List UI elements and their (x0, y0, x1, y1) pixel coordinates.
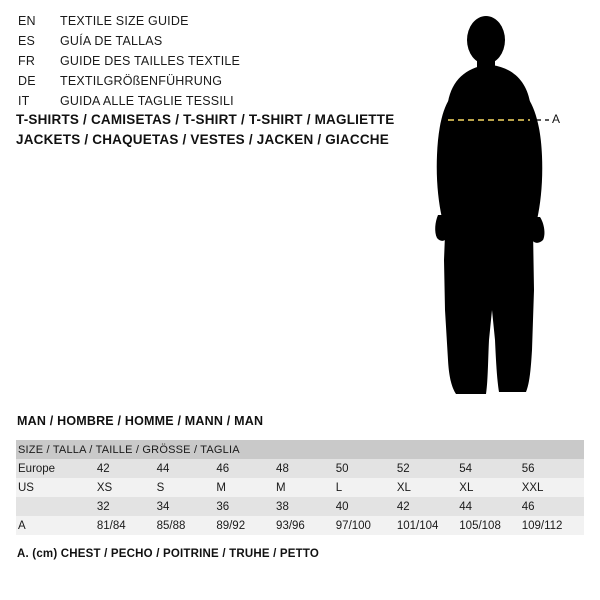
category-jackets: JACKETS / CHAQUETAS / VESTES / JACKEN / GIACCHE (16, 132, 389, 147)
man-section-header: MAN / HOMBRE / HOMME / MANN / MAN (17, 414, 264, 428)
legend-text: TEXTILGRÖßENFÜHRUNG (60, 74, 223, 88)
table-cell: 109/112 (522, 516, 584, 535)
table-cell: 46 (522, 497, 584, 516)
table-cell: 36 (216, 497, 276, 516)
legend-row (18, 14, 418, 34)
table-cell: 50 (336, 459, 397, 478)
male-silhouette-figure (400, 10, 600, 410)
legend-text: GUIDA ALLE TAGLIE TESSILI (60, 94, 234, 108)
table-cell: M (216, 478, 276, 497)
legend-row (18, 54, 418, 74)
table-cell: 101/104 (397, 516, 459, 535)
chest-footnote: A. (cm) CHEST / PECHO / POITRINE / TRUHE / PETTO (17, 548, 320, 560)
table-cell: 93/96 (276, 516, 336, 535)
table-cell: 42 (397, 497, 459, 516)
table-cell: 56 (522, 459, 584, 478)
row-label (16, 497, 97, 516)
size-table-header: SIZE / TALLA / TAILLE / GRÖSSE / TAGLIA (16, 440, 584, 459)
legend-text: TEXTILE SIZE GUIDE (60, 14, 189, 28)
table-cell: L (336, 478, 397, 497)
table-cell: 48 (276, 459, 336, 478)
table-cell: 32 (97, 497, 157, 516)
row-label: A (16, 516, 97, 535)
legend-row (18, 34, 418, 54)
category-tshirts: T-SHIRTS / CAMISETAS / T-SHIRT / T-SHIRT / MAGLIETTE (16, 112, 395, 127)
legend-code: ES (18, 34, 36, 48)
table-row (16, 497, 584, 516)
category-headings (16, 110, 436, 150)
table-cell: 40 (336, 497, 397, 516)
table-row-header (16, 440, 584, 459)
table-row (16, 516, 584, 535)
legend-row (18, 74, 418, 94)
table-cell: 44 (157, 459, 217, 478)
table-cell: XS (97, 478, 157, 497)
table-cell: 97/100 (336, 516, 397, 535)
table-cell: S (157, 478, 217, 497)
table-cell: 42 (97, 459, 157, 478)
row-label: US (16, 478, 97, 497)
legend-text: GUÍA DE TALLAS (60, 34, 163, 48)
legend-code: EN (18, 14, 36, 28)
measure-label-a: A (552, 112, 561, 126)
table-cell: 81/84 (97, 516, 157, 535)
language-legend (18, 14, 418, 114)
legend-code: FR (18, 54, 36, 68)
legend-code: DE (18, 74, 36, 88)
table-cell: 85/88 (157, 516, 217, 535)
table-cell: 52 (397, 459, 459, 478)
table-row (16, 459, 584, 478)
table-cell: 46 (216, 459, 276, 478)
table-row (16, 478, 584, 497)
table-cell: 105/108 (459, 516, 521, 535)
table-cell: XL (459, 478, 521, 497)
table-cell: 89/92 (216, 516, 276, 535)
table-cell: 44 (459, 497, 521, 516)
table-cell: 38 (276, 497, 336, 516)
table-cell: XL (397, 478, 459, 497)
legend-code: IT (18, 94, 30, 108)
row-label: Europe (16, 459, 97, 478)
table-cell: XXL (522, 478, 584, 497)
size-table (16, 440, 584, 535)
silhouette-icon (400, 10, 600, 410)
table-cell: 54 (459, 459, 521, 478)
table-cell: 34 (157, 497, 217, 516)
table-cell: M (276, 478, 336, 497)
legend-text: GUIDE DES TAILLES TEXTILE (60, 54, 241, 68)
